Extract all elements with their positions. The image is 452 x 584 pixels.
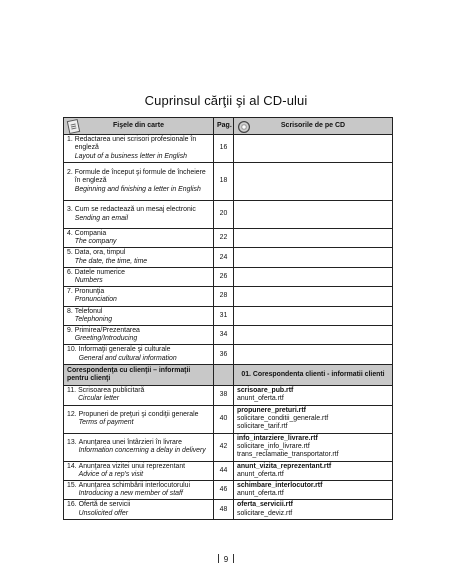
- header-book-label: Fişele din carte: [113, 121, 164, 129]
- cd-file-sub: solicitare_tarif.rtf: [237, 423, 288, 431]
- cd-files-cell: [234, 326, 393, 345]
- entry: [67, 411, 210, 427]
- header-cd: [234, 118, 393, 135]
- entry: [67, 387, 210, 403]
- entry-text: [75, 308, 210, 324]
- header-cd-label: Scrisorile de pe CD: [280, 121, 346, 129]
- entry: [67, 439, 210, 455]
- entry-page: 24: [214, 248, 234, 267]
- cd-file-sub: anunt_oferta.rtf: [237, 470, 284, 478]
- entry-title-en: General and cultural information: [78, 354, 177, 362]
- entry-page: 18: [214, 163, 234, 201]
- cd-file-sub: anunt_oferta.rtf: [237, 490, 284, 498]
- entry-title-en: The company: [74, 238, 117, 246]
- cd-files-cell: [234, 386, 393, 405]
- cd-files-cell: [234, 481, 393, 500]
- cd-file-sub: solicitare_info_livrare.rtf: [237, 443, 310, 451]
- section-title-right: 01. Corespondenta clienti - informatii clienti: [234, 364, 393, 385]
- cd-files-cell: [234, 267, 393, 286]
- entry-cell: [64, 433, 214, 461]
- entry-text: [79, 439, 210, 455]
- entry-text: [75, 206, 210, 222]
- table-body-part2: [64, 386, 393, 520]
- entry-cell: [64, 386, 214, 405]
- entry-text: [78, 387, 210, 403]
- cd-file-sub: trans_reclamatie_transportator.rtf: [237, 451, 339, 459]
- entry-title-ro: Anunţarea schimbării interlocutorului: [78, 482, 191, 490]
- entry-cell: [64, 163, 214, 201]
- cd-file-sub: anunt_oferta.rtf: [237, 395, 284, 403]
- entry-title-en: Numbers: [74, 277, 103, 285]
- cd-files-cell: [234, 433, 393, 461]
- table-body-section: [64, 364, 393, 385]
- entry-title-en: Layout of a business letter in English: [74, 152, 187, 160]
- entry-title-ro: Datele numerice: [74, 268, 125, 276]
- table-row: [64, 287, 393, 306]
- cd-files-cell: [234, 345, 393, 364]
- entry-title-en: Telephoning: [74, 315, 113, 323]
- cd-file-main: schimbare_interlocutor.rtf: [237, 482, 323, 490]
- entry-number: 11.: [67, 387, 77, 395]
- entry-title-en: Advice of a rep's visit: [78, 470, 144, 478]
- entry: [67, 288, 210, 304]
- entry-number: 1.: [67, 136, 73, 144]
- entry-text: [79, 346, 210, 362]
- entry-number: 12.: [67, 410, 77, 418]
- entry-title-ro: Cum se redactează un mesaj electronic: [74, 206, 196, 214]
- entry-page: 48: [214, 500, 234, 519]
- section-row: [64, 364, 393, 385]
- entry-text: [75, 269, 210, 285]
- entry-number: 3.: [67, 206, 73, 214]
- entry-title-ro: Anunţarea unei întârzieri în livrare: [78, 438, 183, 446]
- entry-title-en: Circular letter: [78, 395, 120, 403]
- cd-files-cell: [234, 248, 393, 267]
- entry: [67, 346, 210, 362]
- entry-cell: [64, 135, 214, 163]
- entry-text: [79, 482, 210, 498]
- entry-title-ro: Compania: [74, 230, 107, 237]
- entry-title-ro: Pronunţia: [74, 288, 105, 296]
- table-row: [64, 135, 393, 163]
- entry-page: 40: [214, 405, 234, 433]
- entry-title-ro: Anunţarea vizitei unui reprezentant: [78, 462, 186, 470]
- entry-cell: [64, 287, 214, 306]
- table-row: [64, 500, 393, 519]
- entry-number: 14.: [67, 462, 77, 470]
- entry-number: 2.: [67, 169, 73, 177]
- entry-title-en: Introducing a new member of staff: [78, 490, 183, 498]
- table-row: [64, 201, 393, 229]
- table-row: [64, 248, 393, 267]
- section-spacer: [214, 364, 234, 385]
- entry: [67, 501, 210, 517]
- entry-page: 22: [214, 229, 234, 248]
- table-row: [64, 386, 393, 405]
- entry-number: 4.: [67, 230, 73, 237]
- entry-page: 36: [214, 345, 234, 364]
- entry-page: 26: [214, 267, 234, 286]
- entry-number: 15.: [67, 482, 77, 490]
- table-row: [64, 267, 393, 286]
- entry-title-en: Unsolicited offer: [78, 509, 128, 517]
- cd-files-cell: [234, 461, 393, 480]
- entry-page: 44: [214, 461, 234, 480]
- cd-files-cell: [234, 163, 393, 201]
- entry-cell: [64, 201, 214, 229]
- cd-file-sub: solicitare_conditii_generale.rtf: [237, 415, 329, 423]
- entry-text: [75, 230, 210, 246]
- entry: [67, 463, 210, 479]
- entry-number: 16.: [67, 501, 77, 509]
- entry: [67, 169, 210, 194]
- entry-title-ro: Propuneri de preţuri şi condiţii generale: [78, 410, 199, 418]
- contents-table: [63, 117, 393, 520]
- page-number-value: 9: [223, 555, 229, 564]
- entry: [67, 136, 210, 161]
- entry-text: [79, 501, 210, 517]
- entry-title-ro: Primirea/Prezentarea: [74, 327, 140, 335]
- entry-cell: [64, 345, 214, 364]
- entry-cell: [64, 500, 214, 519]
- entry-title-ro: Telefonul: [74, 307, 103, 315]
- entry-cell: [64, 405, 214, 433]
- table-row: [64, 345, 393, 364]
- header-book: [64, 118, 214, 135]
- entry-title-ro: Informaţii generale şi culturale: [78, 346, 171, 354]
- entry: [67, 327, 210, 343]
- entry-title-en: Beginning and finishing a letter in English: [74, 185, 201, 193]
- entry-cell: [64, 267, 214, 286]
- table-row: [64, 481, 393, 500]
- cd-files-cell: [234, 201, 393, 229]
- cd-file-main: anunt_vizita_reprezentant.rtf: [237, 462, 332, 470]
- cd-file-main: scrisoare_pub.rtf: [237, 387, 294, 395]
- entry: [67, 269, 210, 285]
- table-row: [64, 433, 393, 461]
- entry-cell: [64, 306, 214, 325]
- cd-files-cell: [234, 287, 393, 306]
- entry-title-en: Terms of payment: [78, 419, 134, 427]
- entry-text: [75, 169, 210, 194]
- entry-page: 42: [214, 433, 234, 461]
- cd-file-main: propunere_preturi.rtf: [237, 406, 306, 414]
- entry-title-en: Information concerning a delay in delivery: [78, 447, 206, 455]
- entry: [67, 230, 210, 246]
- entry: [67, 308, 210, 324]
- entry-number: 8.: [67, 307, 73, 315]
- entry-page: 34: [214, 326, 234, 345]
- entry-title-ro: Formule de început şi formule de încheiere în engleză: [74, 169, 206, 185]
- entry-number: 10.: [67, 346, 77, 354]
- entry-text: [75, 288, 210, 304]
- cd-files-cell: [234, 229, 393, 248]
- entry-text: [75, 136, 210, 161]
- entry-title-ro: Scrisoarea publicitară: [78, 387, 145, 395]
- entry-title-en: Sending an email: [74, 214, 128, 222]
- page-title: Cuprinsul cărţii şi al CD-ului: [144, 93, 308, 108]
- entry-number: 6.: [67, 268, 73, 276]
- cd-files-cell: [234, 306, 393, 325]
- entry-cell: [64, 326, 214, 345]
- table-header-row: [64, 118, 393, 135]
- table-row: [64, 229, 393, 248]
- entry-title-en: Greeting/Introducing: [74, 335, 138, 343]
- entry-title-ro: Redactarea unei scrisori profesionale în engleză: [74, 136, 197, 152]
- entry-number: 9.: [67, 327, 73, 335]
- entry-title-ro: Ofertă de servicii: [78, 501, 131, 509]
- entry-page: 20: [214, 201, 234, 229]
- cd-files-cell: [234, 135, 393, 163]
- entry-number: 7.: [67, 288, 73, 296]
- cd-files-cell: [234, 405, 393, 433]
- entry-text: [79, 463, 210, 479]
- book-icon: [67, 119, 80, 134]
- entry-cell: [64, 229, 214, 248]
- entry-number: 13.: [67, 438, 77, 446]
- table-body-part1: [64, 135, 393, 365]
- cd-file-main: oferta_servicii.rtf: [237, 501, 293, 509]
- table-row: [64, 461, 393, 480]
- entry: [67, 482, 210, 498]
- entry-page: 31: [214, 306, 234, 325]
- table-row: [64, 306, 393, 325]
- table-row: [64, 326, 393, 345]
- entry-number: 5.: [67, 249, 73, 257]
- entry-cell: [64, 461, 214, 480]
- entry: [67, 249, 210, 265]
- entry-title-en: The date, the time, time: [74, 257, 148, 265]
- entry-text: [75, 249, 210, 265]
- section-title-left: Corespondenţa cu clienţii – informaţii pentru clienţi: [64, 364, 214, 385]
- entry-page: 28: [214, 287, 234, 306]
- entry-text: [79, 411, 210, 427]
- entry-title-en: Pronunciation: [74, 296, 117, 304]
- entry-text: [75, 327, 210, 343]
- table-row: [64, 405, 393, 433]
- entry-cell: [64, 248, 214, 267]
- entry: [67, 206, 210, 222]
- cd-file-sub: solicitare_deviz.rtf: [237, 509, 293, 517]
- header-page: Pag.: [214, 118, 234, 135]
- entry-page: 16: [214, 135, 234, 163]
- entry-page: 38: [214, 386, 234, 405]
- cd-files-cell: [234, 500, 393, 519]
- cd-file-main: info_intarziere_livrare.rtf: [237, 434, 318, 442]
- cd-icon: [238, 121, 250, 133]
- entry-page: 46: [214, 481, 234, 500]
- entry-title-ro: Data, ora, timpul: [74, 249, 126, 257]
- table-row: [64, 163, 393, 201]
- page-number: [0, 554, 452, 564]
- entry-cell: [64, 481, 214, 500]
